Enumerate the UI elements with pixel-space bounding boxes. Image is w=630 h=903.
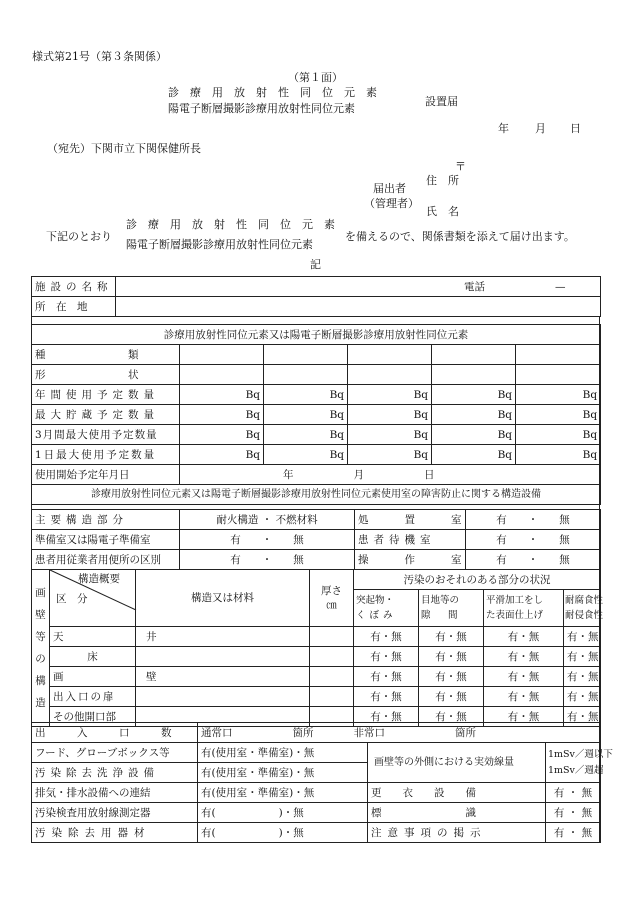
max-storage-label: 最大貯蔵予定数量 <box>32 405 180 425</box>
toilet-label: 患者用従業者用便所の区別 <box>32 550 180 570</box>
bq-cell[interactable]: Bq <box>516 425 601 445</box>
facility-location-label: 所 在 地 <box>32 297 116 317</box>
phone-dash: — <box>555 280 566 293</box>
notice-value[interactable]: 有 ・ 無 <box>546 823 601 843</box>
detector-value[interactable]: 有( )・無 <box>198 803 368 823</box>
exhaust-value[interactable]: 有(使用室・準備室)・無 <box>198 783 368 803</box>
yes-no-cell[interactable]: 有・無 <box>564 687 601 707</box>
structure-table <box>31 509 601 570</box>
part-floor: 床 <box>50 647 136 667</box>
material-label: 構造又は材料 <box>136 570 310 627</box>
bq-cell[interactable]: Bq <box>348 385 432 405</box>
places-label: 箇所 <box>292 726 314 739</box>
col-smooth: 平滑加工をし た表面仕上げ <box>484 590 564 627</box>
start-month: 月 <box>353 468 364 481</box>
yes-no-cell[interactable]: 有・無 <box>419 647 484 667</box>
exhaust-label: 排気・排水設備への連結 <box>32 783 198 803</box>
disposal-room-value[interactable]: 有 ・ 無 <box>466 510 601 530</box>
date-month: 月 <box>535 122 546 135</box>
bq-cell[interactable]: Bq <box>264 425 348 445</box>
entrance-count-label: 出 入 口 数 <box>32 723 198 743</box>
bq-cell[interactable]: Bq <box>180 385 264 405</box>
yes-no-cell[interactable]: 有・無 <box>419 627 484 647</box>
form-cell[interactable] <box>264 365 348 385</box>
part-wall: 画 壁 <box>50 667 136 687</box>
intro-suffix: を備えるので、関係書類を添えて届け出ます。 <box>345 230 575 243</box>
intro-line1: 診 療 用 放 射 性 同 位 元 素 <box>126 218 335 231</box>
bq-cell[interactable]: Bq <box>264 385 348 405</box>
title-suffix: 設置届 <box>425 95 458 108</box>
hood-label: フード、グローブボックス等 <box>32 743 198 763</box>
material-cell[interactable] <box>136 687 310 707</box>
facility-name-field[interactable] <box>116 277 601 297</box>
start-year: 年 <box>283 468 294 481</box>
col-corrosion: 耐腐食性 耐侵食性 <box>564 590 601 627</box>
tools-label: 汚染除去用器材 <box>32 823 198 843</box>
bq-cell[interactable]: Bq <box>516 385 601 405</box>
yes-no-cell[interactable]: 有・無 <box>354 707 419 727</box>
bq-cell[interactable]: Bq <box>180 445 264 465</box>
thickness-cell[interactable] <box>310 627 354 647</box>
bq-cell[interactable]: Bq <box>432 445 516 465</box>
title-line1: 診 療 用 放 射 性 同 位 元 素 <box>168 86 377 99</box>
clothing-value[interactable]: 有 ・ 無 <box>546 783 601 803</box>
prep-room-label: 準備室又は陽電子準備室 <box>32 530 180 550</box>
dose-option-1: 1mSv／週以下 <box>548 748 613 760</box>
isotope-table <box>31 324 601 505</box>
phone-label: 電話 <box>464 280 485 293</box>
thickness-unit: ㎝ <box>326 599 337 611</box>
addressee: （宛先）下関市立下関保健所長 <box>47 142 201 155</box>
thickness-cell[interactable] <box>310 687 354 707</box>
tools-value[interactable]: 有( )・無 <box>198 823 368 843</box>
emergency-exit-label: 非常口 <box>353 726 385 739</box>
bq-cell[interactable]: Bq <box>348 445 432 465</box>
type-cell[interactable] <box>432 345 516 365</box>
normal-exit-label: 通常口 <box>201 726 233 739</box>
sign-label: 標 識 <box>368 803 546 823</box>
yes-no-cell[interactable]: 有・無 <box>419 687 484 707</box>
name-label: 氏 名 <box>426 205 459 218</box>
form-cell[interactable] <box>180 365 264 385</box>
toilet-value[interactable]: 有 ・ 無 <box>180 550 355 570</box>
type-cell[interactable] <box>264 345 348 365</box>
yes-no-cell[interactable]: 有・無 <box>564 627 601 647</box>
main-structure-value[interactable]: 耐火構造 ・ 不燃材料 <box>180 510 355 530</box>
type-cell[interactable] <box>180 345 264 365</box>
start-date-field[interactable] <box>180 465 601 485</box>
notifier-label: 届出者 <box>373 182 406 195</box>
isotope-section-title: 診療用放射性同位元素又は陽電子断層撮影診療用放射性同位元素 <box>32 325 601 345</box>
bq-cell[interactable]: Bq <box>516 405 601 425</box>
bq-cell[interactable]: Bq <box>348 425 432 445</box>
bq-cell[interactable]: Bq <box>348 405 432 425</box>
dose-option-2: 1mSv／週超 <box>548 764 604 776</box>
form-cell[interactable] <box>432 365 516 385</box>
wall-table <box>31 569 604 727</box>
bq-cell[interactable]: Bq <box>516 445 601 465</box>
intro-prefix: 下記のとおり <box>46 230 112 243</box>
wall-header-diagonal <box>50 570 136 627</box>
bq-cell[interactable]: Bq <box>180 405 264 425</box>
bq-cell[interactable]: Bq <box>432 425 516 445</box>
start-date-label: 使用開始予定年月日 <box>32 465 180 485</box>
patient-room-value[interactable]: 有 ・ 無 <box>466 530 601 550</box>
facility-location-field[interactable] <box>116 297 601 317</box>
postal-mark: 〒 <box>455 160 466 173</box>
form-cell[interactable] <box>516 365 601 385</box>
facility-name-label: 施設の名称 <box>32 277 116 297</box>
part-door: 出入口の扉 <box>50 687 136 707</box>
annual-use-label: 年間使用予定数量 <box>32 385 180 405</box>
start-day: 日 <box>424 468 435 481</box>
intro-line2: 陽電子断層撮影診療用放射性同位元素 <box>126 238 313 251</box>
part-other-opening: その他開口部 <box>50 707 136 727</box>
col-protrusion: 突起物・ くぼみ <box>354 590 419 627</box>
clothing-label: 更 衣 設 備 <box>368 783 546 803</box>
structure-section-title: 診療用放射性同位元素又は陽電子断層撮影診療用放射性同位元素使用室の障害防止に関する構造設備 <box>32 485 601 505</box>
decon-label: 汚染除去洗浄設備 <box>32 763 198 783</box>
main-structure-label: 主要構造部分 <box>32 510 180 530</box>
thickness-cell[interactable] <box>310 667 354 687</box>
operation-room-label: 操 作 室 <box>355 550 466 570</box>
date-day: 日 <box>570 122 581 135</box>
ki-label: 記 <box>310 258 321 271</box>
overview-label: 構造概要 <box>78 573 120 585</box>
yes-no-cell[interactable]: 有・無 <box>564 647 601 667</box>
yes-no-cell[interactable]: 有・無 <box>354 627 419 647</box>
material-cell[interactable] <box>136 647 310 667</box>
yes-no-cell[interactable]: 有・無 <box>419 667 484 687</box>
thickness-header <box>310 570 354 627</box>
yes-no-cell[interactable]: 有・無 <box>484 627 564 647</box>
wall-side-label: 画壁等の構造 <box>32 570 50 727</box>
bq-cell[interactable]: Bq <box>432 405 516 425</box>
type-cell[interactable] <box>348 345 432 365</box>
yes-no-cell[interactable]: 有・無 <box>484 667 564 687</box>
hood-value[interactable]: 有(使用室・準備室)・無 <box>198 743 368 763</box>
yes-no-cell[interactable]: 有・無 <box>564 667 601 687</box>
detector-label: 汚染検査用放射線測定器 <box>32 803 198 823</box>
title-line2: 陽電子断層撮影診療用放射性同位元素 <box>168 102 355 115</box>
thickness-cell[interactable] <box>310 647 354 667</box>
daily-max-label: 1日最大使用予定数量 <box>32 445 180 465</box>
yes-no-cell[interactable]: 有・無 <box>354 687 419 707</box>
form-number: 様式第21号（第３条関係） <box>32 50 167 63</box>
address-label: 住 所 <box>426 174 459 187</box>
yes-no-cell[interactable]: 有・無 <box>564 707 601 727</box>
contamination-title: 汚染のおそれのある部分の状況 <box>354 570 601 590</box>
entrance-count-field[interactable] <box>198 723 601 743</box>
disposal-room-label: 処 置 室 <box>355 510 466 530</box>
yes-no-cell[interactable]: 有・無 <box>484 647 564 667</box>
page-label: （第１面） <box>288 71 343 84</box>
facility-table <box>31 276 601 317</box>
equipment-table <box>31 722 613 843</box>
patient-room-label: 患者待機室 <box>355 530 466 550</box>
yes-no-cell[interactable]: 有・無 <box>484 687 564 707</box>
places-label-2: 箇所 <box>455 726 476 739</box>
thickness-label: 厚さ <box>321 585 342 597</box>
manager-label: （管理者） <box>364 197 419 210</box>
date-year: 年 <box>498 122 509 135</box>
yes-no-cell[interactable]: 有・無 <box>484 707 564 727</box>
form-label: 形 状 <box>32 365 180 385</box>
type-label: 種 類 <box>32 345 180 365</box>
yes-no-cell[interactable]: 有・無 <box>354 667 419 687</box>
three-month-label: 3月間最大使用予定数量 <box>32 425 180 445</box>
bq-cell[interactable]: Bq <box>264 445 348 465</box>
division-label: 区 分 <box>56 593 88 605</box>
yes-no-cell[interactable]: 有・無 <box>419 707 484 727</box>
part-ceiling: 天 井 <box>50 627 136 647</box>
type-cell[interactable] <box>516 345 601 365</box>
col-joint: 目地等の 隙 間 <box>419 590 484 627</box>
dose-label: 画壁等の外側における実効線量 <box>368 743 546 783</box>
dose-options[interactable] <box>546 743 613 783</box>
notice-label: 注意事項の掲示 <box>368 823 546 843</box>
bq-cell[interactable]: Bq <box>180 425 264 445</box>
yes-no-cell[interactable]: 有・無 <box>354 647 419 667</box>
form-cell[interactable] <box>348 365 432 385</box>
sign-value[interactable]: 有 ・ 無 <box>546 803 601 823</box>
decon-value[interactable]: 有(使用室・準備室)・無 <box>198 763 368 783</box>
bq-cell[interactable]: Bq <box>264 405 348 425</box>
operation-room-value[interactable]: 有 ・ 無 <box>466 550 601 570</box>
bq-cell[interactable]: Bq <box>432 385 516 405</box>
prep-room-value[interactable]: 有 ・ 無 <box>180 530 355 550</box>
